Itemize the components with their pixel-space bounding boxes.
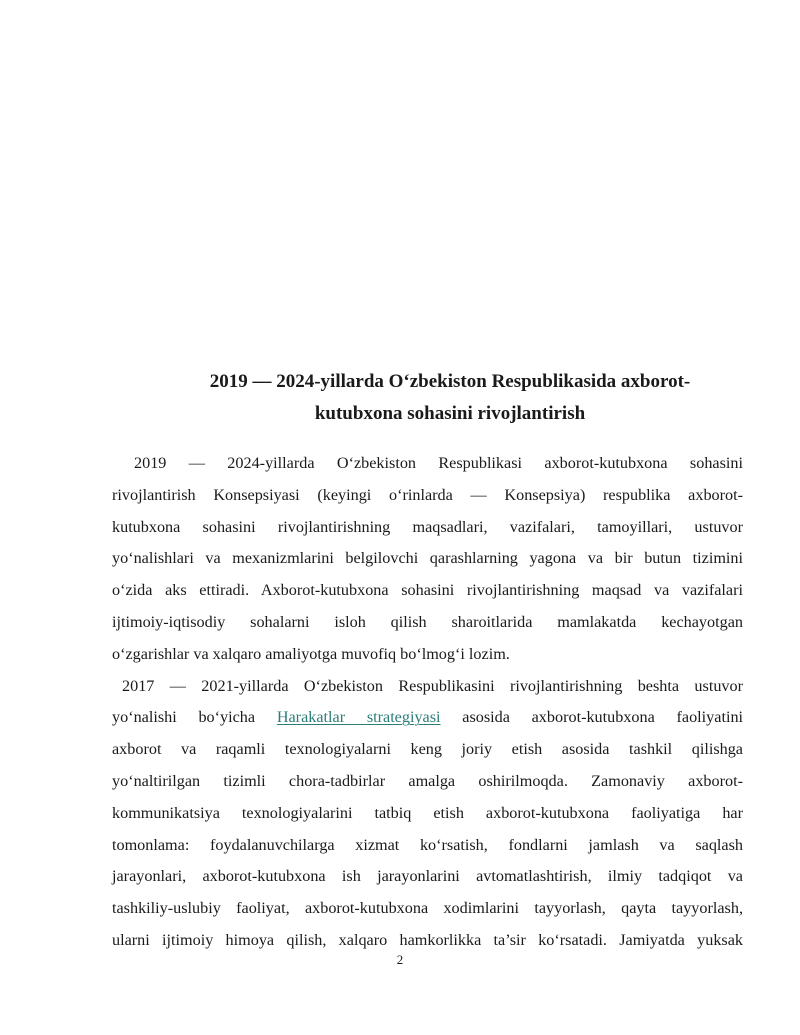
paragraph-1-line: yo‘nalishlari va mexanizmlarini belgilovchi qarashlarning yagona va bir butun tizimini [112, 549, 743, 568]
paragraph-1-line: kutubxona sohasini rivojlantirishning maqsadlari, vazifalari, tamoyillari, ustuvor [112, 517, 743, 536]
paragraph-2-line: kommunikatsiya texnologiyalarini tatbiq etish axborot-kutubxona faoliyatiga har [112, 803, 743, 822]
paragraph-1-line: 2019 — 2024-yillarda O‘zbekiston Respublikasi axborot-kutubxona sohasini [134, 454, 743, 472]
paragraph-2-line: ularni ijtimoiy himoya qilish, xalqaro hamkorlikka ta’sir ko‘rsatadi. Jamiyatda yuksak [112, 930, 743, 949]
paragraph-1-line: o‘zgarishlar va xalqaro amaliyotga muvofiq bo‘lmog‘i lozim. [112, 644, 510, 663]
paragraph-2-line-with-link [112, 702, 743, 734]
section-heading [150, 366, 750, 430]
paragraph-2-line: yo‘naltirilgan tizimli chora-tadbirlar amalga oshirilmoqda. Zamonaviy axborot- [112, 771, 743, 790]
heading-line-1: 2019 — 2024-yillarda O‘zbekiston Respublikasida axborot- [209, 371, 691, 392]
paragraph-2-line: tashkiliy-uslubiy faoliyat, axborot-kutubxona xodimlarini tayyorlash, qayta tayyorlash, [112, 899, 743, 918]
paragraph-2-line: axborot va raqamli texnologiyalarni keng joriy etish asosida tashkil qilishga [112, 740, 743, 759]
link-prefix-text: yo‘nalishi bo‘yicha [112, 708, 256, 727]
page-number: 2 [396, 952, 404, 967]
paragraph-2-line: 2017 — 2021-yillarda O‘zbekiston Respublikasini rivojlantirishning beshta ustuvor [122, 676, 743, 695]
paragraph-2-line: tomonlama: foydalanuvchilarga xizmat ko‘rsatish, fondlarni jamlash va saqlash [112, 835, 743, 854]
paragraph-2-line: jarayonlari, axborot-kutubxona ish jarayonlarini avtomatlashtirish, ilmiy tadqiqot va [112, 867, 743, 886]
paragraph-1-line: rivojlantirish Konsepsiyasi (keyingi o‘rinlarda — Konsepsiya) respublika axborot- [112, 485, 743, 504]
heading-line-2: kutubxona sohasini rivojlantirish [314, 403, 586, 424]
paragraph-1-line: ijtimoiy-iqtisodiy sohalarni isloh qilish sharoitlarida mamlakatda kechayotgan [112, 612, 743, 631]
harakatlar-strategiyasi-link[interactable]: Harakatlar strategiyasi [276, 708, 441, 727]
paragraph-1-line: o‘zida aks ettiradi. Axborot-kutubxona sohasini rivojlantirishning maqsad va vazifalari [112, 581, 743, 600]
body-text [112, 448, 743, 957]
link-suffix-text: asosida axborot-kutubxona faoliyatini [462, 708, 744, 727]
